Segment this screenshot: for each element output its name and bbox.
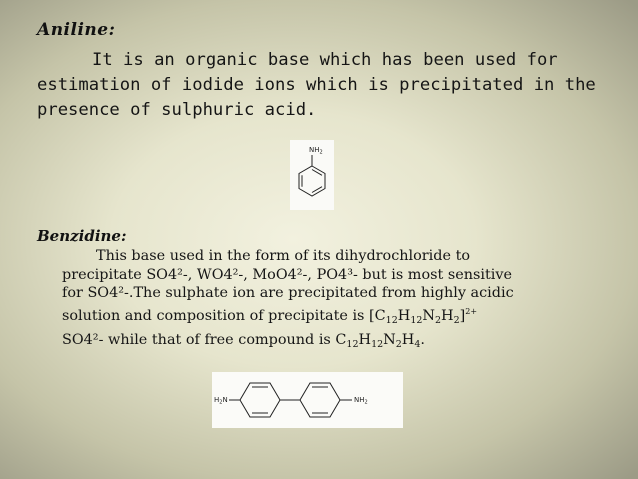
- formula-sub: 2: [453, 315, 460, 327]
- benzidine-line-3: for SO4²-.The sulphate ion are precipitated from highly acidic: [62, 285, 514, 302]
- benzidine-structure: [212, 372, 403, 428]
- formula-element: H: [441, 308, 454, 325]
- formula-sub: 12: [346, 338, 359, 350]
- benzidine-h2n-label: $H_2N$: [214, 396, 228, 406]
- formula-element: H: [358, 331, 372, 348]
- aniline-description: [37, 48, 617, 123]
- formula-charge: 2+: [465, 307, 478, 317]
- benzidine-line-5: [62, 331, 622, 355]
- aniline-structure: [290, 140, 334, 210]
- benzidine-line-2: precipitate SO4²-, WO4²-, MoO4²-, PO4³- but is most sensitive: [62, 266, 513, 283]
- formula-element: N: [383, 331, 396, 348]
- aniline-heading: Aniline:: [37, 20, 116, 40]
- formula-sub: 12: [410, 315, 423, 327]
- formula-period: .: [420, 331, 425, 348]
- aniline-line-3: presence of sulphuric acid.: [37, 100, 317, 120]
- formula-bracket: ]: [459, 308, 466, 325]
- benzidine-line-1: This base used in the form of its dihydrochloride to: [96, 248, 471, 264]
- aniline-nh2-label: $NH_2$: [309, 146, 323, 156]
- benzidine-line-4: [62, 303, 622, 331]
- formula-element: H: [401, 331, 415, 348]
- formula-sub: 12: [385, 315, 398, 327]
- benzidine-nh2-label: $NH_2$: [354, 396, 368, 406]
- formula-element: N: [422, 308, 435, 325]
- formula-sub: 4: [414, 338, 421, 350]
- benzidine-description: [62, 247, 622, 355]
- benzidine-line-5-text: SO4²- while that of free compound is C: [62, 331, 347, 348]
- aniline-line-2: estimation of iodide ions which is precipitated in the: [37, 75, 596, 95]
- formula-sub: 2: [395, 338, 402, 350]
- aniline-line-1: It is an organic base which has been used for: [92, 50, 558, 70]
- formula-sub: 12: [371, 338, 384, 350]
- formula-element: H: [397, 308, 411, 325]
- formula-sub: 2: [435, 315, 442, 327]
- benzidine-heading: Benzidine:: [37, 227, 127, 245]
- benzidine-line-4-text: solution and composition of precipitate is [C: [62, 308, 386, 325]
